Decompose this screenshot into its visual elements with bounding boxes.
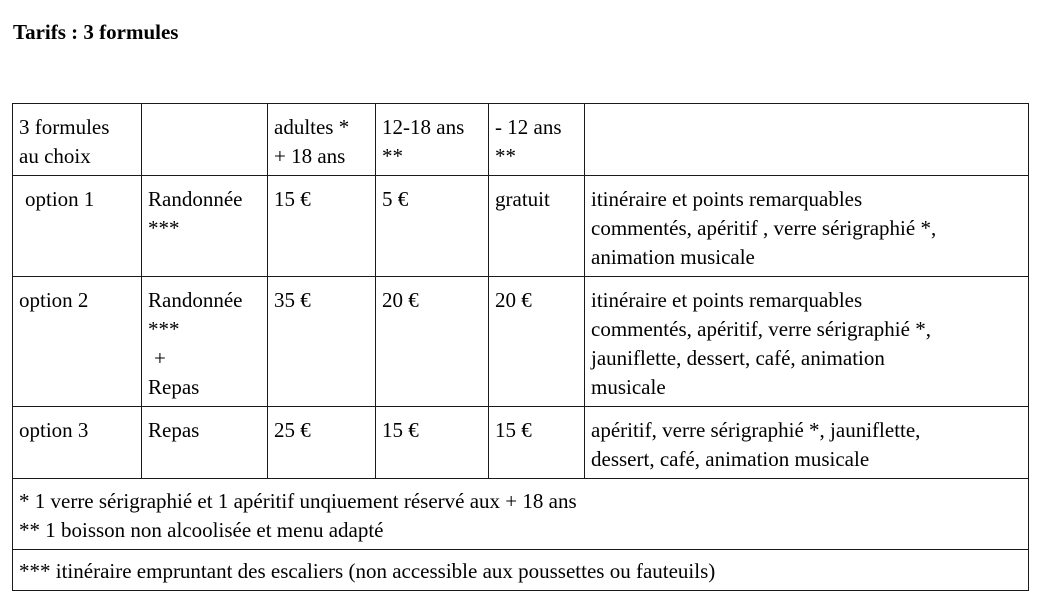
header-12-18-cell — [376, 104, 489, 176]
formule-line: Repas — [148, 418, 200, 442]
option-cell — [13, 277, 142, 407]
formule-cell — [142, 176, 268, 277]
header-adultes-line: adultes * — [274, 115, 350, 139]
formule-cell — [142, 277, 268, 407]
footnote-line: *** itinéraire empruntant des escaliers (non accessible aux poussettes ou fauteuils) — [19, 559, 716, 583]
option-label: option 3 — [19, 418, 89, 442]
formule-line: Randonnée — [148, 187, 243, 211]
option-label: option 2 — [19, 288, 89, 312]
header-12-18-line: 12-18 ans — [382, 115, 465, 139]
table-row — [13, 176, 1029, 277]
header-formules-line: 3 formules — [19, 115, 110, 139]
details-cell — [585, 407, 1029, 479]
details-line: commentés, apéritif , verre sérigraphié *, — [591, 216, 937, 240]
details-cell — [585, 277, 1029, 407]
header-adultes-cell — [268, 104, 376, 176]
header-12-18-line: ** — [382, 144, 403, 168]
footnote-cell — [13, 479, 1029, 550]
price-adultes-cell: 35 € — [268, 277, 376, 407]
price-moins-12-cell: 15 € — [489, 407, 585, 479]
details-line: commentés, apéritif, verre sérigraphié *, — [591, 317, 931, 341]
details-line: itinéraire et points remarquables — [591, 288, 863, 312]
formule-line: *** — [148, 216, 180, 240]
price-adultes-cell: 15 € — [268, 176, 376, 277]
footnote-line: * 1 verre sérigraphié et 1 apéritif unqiuement réservé aux + 18 ans — [19, 489, 577, 513]
price-12-18-cell: 15 € — [376, 407, 489, 479]
formule-line: *** — [148, 317, 180, 341]
header-formules-cell — [13, 104, 142, 176]
details-line: jauniflette, dessert, café, animation — [591, 346, 885, 370]
price-adultes-cell: 25 € — [268, 407, 376, 479]
pricing-table — [12, 103, 1029, 591]
formule-line: Repas — [148, 375, 200, 399]
price-moins-12-cell: 20 € — [489, 277, 585, 407]
details-line: itinéraire et points remarquables — [591, 187, 863, 211]
header-empty-cell — [142, 104, 268, 176]
formule-line: Randonnée — [148, 288, 243, 312]
header-moins-12-line: - 12 ans — [495, 115, 562, 139]
page-title: Tarifs : 3 formules — [13, 20, 179, 44]
option-cell — [13, 176, 142, 277]
details-line: musicale — [591, 375, 666, 399]
option-cell — [13, 407, 142, 479]
footnote-row — [13, 479, 1029, 550]
details-line: apéritif, verre sérigraphié *, jauniflette, — [591, 418, 921, 442]
footnote-cell — [13, 550, 1029, 591]
price-12-18-cell: 5 € — [376, 176, 489, 277]
header-details-cell — [585, 104, 1029, 176]
header-moins-12-cell — [489, 104, 585, 176]
price-12-18-cell: 20 € — [376, 277, 489, 407]
table-header-row — [13, 104, 1029, 176]
table-row — [13, 407, 1029, 479]
option-label: option 1 — [25, 187, 95, 211]
details-cell — [585, 176, 1029, 277]
footnote-row — [13, 550, 1029, 591]
header-formules-line: au choix — [19, 144, 91, 168]
formule-cell — [142, 407, 268, 479]
footnote-line: ** 1 boisson non alcoolisée et menu adapté — [19, 518, 384, 542]
header-moins-12-line: ** — [495, 144, 516, 168]
formule-line: + — [154, 346, 166, 370]
table-row — [13, 277, 1029, 407]
price-moins-12-cell: gratuit — [489, 176, 585, 277]
header-adultes-line: + 18 ans — [274, 144, 346, 168]
details-line: dessert, café, animation musicale — [591, 447, 870, 471]
details-line: animation musicale — [591, 245, 755, 269]
